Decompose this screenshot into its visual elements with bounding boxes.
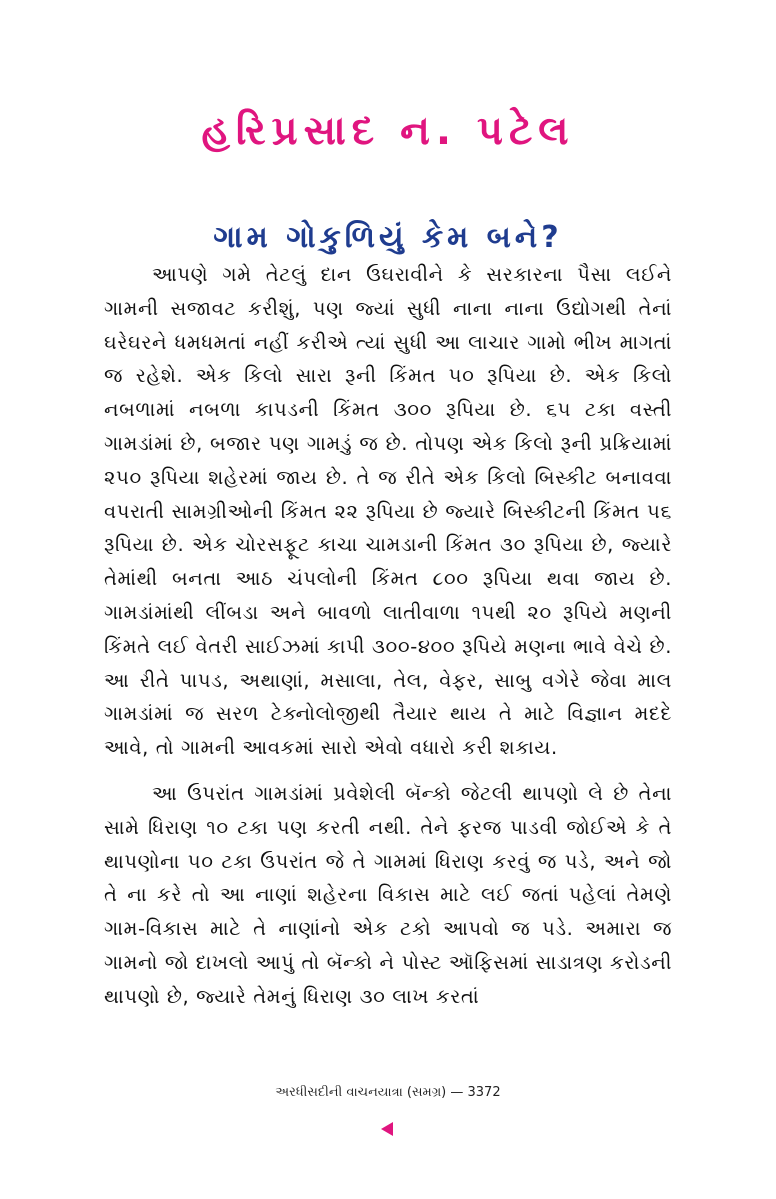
paragraph: આ ઉપરાંત ગામડાંમાં પ્રવેશેલી બૅન્કો જેટલી થાપણો લે છે તેના સામે ધિરાણ ૧૦ ટકા પણ કરતી નથી. તેને ફરજ પાડવી જોઈએ કે તે થાપણોના ૫૦ ટકા ઉપરાંત જે તે ગામમાં ધિરાણ કરવું જ પડે, અને જો તે ના કરે તો આ નાણાં શહેરના વિકાસ માટે લઈ જતાં પહેલાં તેમણે ગામ-વિકાસ માટે તે નાણાંનો એક ટકો આપવો જ પડે. અમારા જ ગામનો જો દાખલો આપું તો બૅન્કો ને પોસ્ટ ઑફિસમાં સાડાત્રણ કરોડની થાપણો છે, જ્યારે તેમનું ધિરાણ ૩૦ લાખ કરતાં bbox=[104, 781, 672, 1008]
page-footer: અરધીસદીની વાચનયાત્રા (સમગ્ર) — 3372 bbox=[275, 1085, 501, 1100]
article-body bbox=[104, 258, 672, 1014]
previous-page-arrow-icon[interactable] bbox=[381, 1122, 393, 1136]
author-name: હરિપ્રસાદ ન. પટેલ bbox=[201, 108, 575, 154]
chapter-title: ગામ ગોકુળિયું કેમ બને? bbox=[213, 220, 563, 255]
paragraph: આપણે ગમે તેટલું દાન ઉઘરાવીને કે સરકારના પૈસા લઈને ગામની સજાવટ કરીશું, પણ જ્યાં સુધી નાના નાના ઉદ્યોગથી તેનાં ઘરેઘરને ધમધમતાં નહીં કરીએ ત્યાં સુધી આ લાચાર ગામો ભીખ માગતાં જ રહેશે. એક કિલો સારા રૂની કિંમત ૫૦ રૂપિયા છે. એક કિલો નબળામાં નબળા કાપડની કિંમત ૩૦૦ રૂપિયા છે. ૬૫ ટકા વસ્તી ગામડાંમાં છે, બજાર પણ ગામડું જ છે. તોપણ એક કિલો રૂની પ્રક્રિયામાં ૨૫૦ રૂપિયા શહેરમાં જાય છે. તે જ રીતે એક કિલો બિસ્કીટ બનાવવા વપરાતી સામગ્રીઓની કિંમત ૨૨ રૂપિયા છે જ્યારે બિસ્કીટની કિંમત ૫૬ રૂપિયા છે. એક ચોરસફૂટ કાચા ચામડાની કિંમત ૩૦ રૂપિયા છે, જ્યારે તેમાંથી બનતા આઠ ચંપલોની કિંમત ૮૦૦ રૂપિયા થવા જાય છે. ગામડાંમાંથી લીંબડા અને બાવળો લાતીવાળા ૧૫થી ૨૦ રૂપિયે મણની કિંમતે લઈ વેતરી સાઈઝમાં કાપી ૩૦૦-૪૦૦ રૂપિયે મણના ભાવે વેચે છે. આ રીતે પાપડ, અથાણાં, મસાલા, તેલ, વેફર, સાબુ વગેરે જેવા માલ ગામડાંમાં જ સરળ ટેક્નોલોજીથી તૈયાર થાય તે માટે વિજ્ઞાન મદદે આવે, તો ગામની આવકમાં સારો એવો વધારો કરી શકાય. bbox=[104, 263, 672, 760]
